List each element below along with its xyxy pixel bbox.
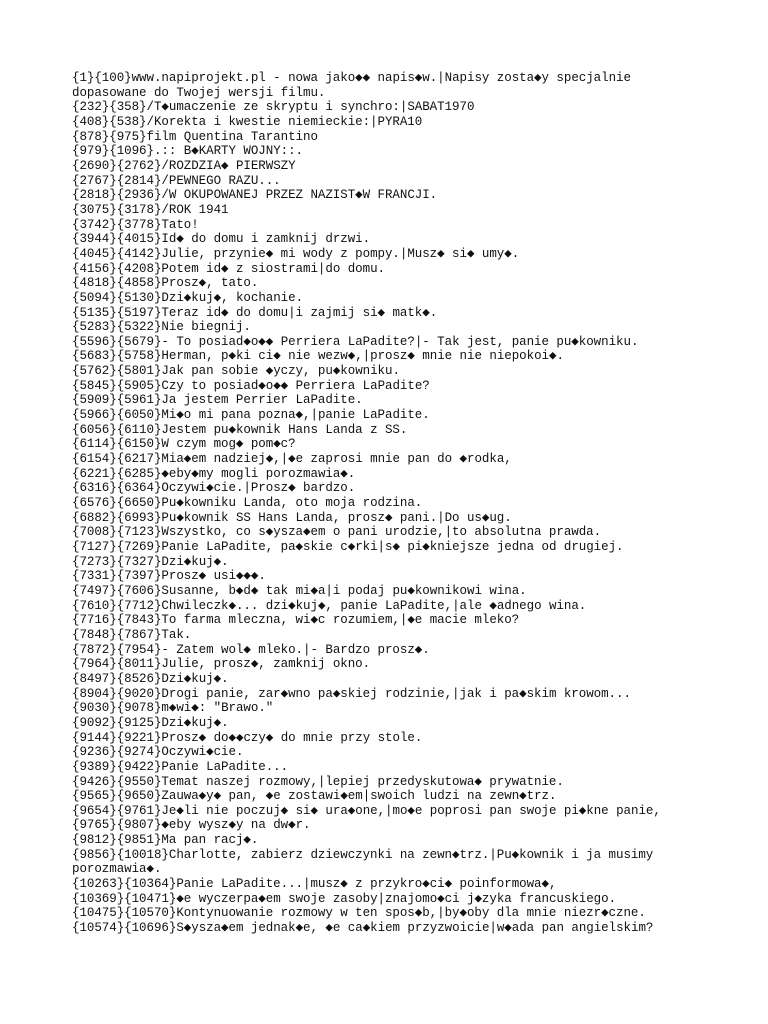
- subtitle-line: {2818}{2936}/W OKUPOWANEJ PRZEZ NAZIST◆W FRANCJI.: [72, 188, 438, 203]
- subtitle-line: {5909}{5961}Ja jestem Perrier LaPadite.: [72, 393, 363, 408]
- subtitle-line: {1}{100}www.napiprojekt.pl - nowa jako◆◆ napis◆w.|Napisy zosta◆y specjalnie: [72, 71, 631, 85]
- subtitle-line: {9565}{9650}Zauwa◆y◆ pan, ◆e zostawi◆em|swoich ludzi na zewn◆trz.: [72, 789, 557, 804]
- subtitle-line: {9030}{9078}m◆wi◆: "Brawo.": [72, 701, 274, 716]
- subtitle-line: {6056}{6110}Jestem pu◆kownik Hans Landa z SS.: [72, 422, 408, 437]
- subtitle-line: {7848}{7867}Tak.: [72, 627, 192, 642]
- subtitle-line: {408}{538}/Korekta i kwestie niemieckie:|PYRA10: [72, 114, 423, 129]
- subtitle-line: {7716}{7843}To farma mleczna, wi◆c rozumiem,|◆e macie mleko?: [72, 613, 520, 628]
- subtitle-line: {7273}{7327}Dzi◆kuj◆.: [72, 554, 229, 569]
- subtitle-line: {5135}{5197}Teraz id◆ do domu|i zajmij si◆ matk◆.: [72, 305, 438, 320]
- subtitle-line: dopasowane do Twojej wersji filmu.: [72, 85, 326, 100]
- subtitle-line: {6221}{6285}◆eby◆my mogli porozmawia◆.: [72, 466, 356, 481]
- subtitle-line: {7497}{7606}Susanne, b◆d◆ tak mi◆a|i podaj pu◆kownikowi wina.: [72, 583, 527, 598]
- subtitle-line: {10369}{10471}◆e wyczerpa◆em swoje zasoby|znajomo◆ci j◆zyka francuskiego.: [72, 891, 617, 906]
- subtitle-line: {7872}{7954}- Zatem wol◆ mleko.|- Bardzo prosz◆.: [72, 642, 430, 657]
- subtitle-line: {8497}{8526}Dzi◆kuj◆.: [72, 671, 229, 686]
- subtitle-line: {8904}{9020}Drogi panie, zar◆wno pa◆skiej rodzinie,|jak i pa◆skim krowom...: [72, 686, 631, 701]
- subtitle-line: {9426}{9550}Temat naszej rozmowy,|lepiej przedyskutowa◆ prywatnie.: [72, 774, 564, 789]
- subtitle-line: {10574}{10696}S◆ysza◆em jednak◆e, ◆e ca◆kiem przyzwoicie|w◆ada pan angielskim?: [72, 921, 654, 936]
- subtitle-line: {4045}{4142}Julie, przynie◆ mi wody z pompy.|Musz◆ si◆ umy◆.: [72, 246, 520, 261]
- subtitle-line: {9144}{9221}Prosz◆ do◆◆czy◆ do mnie przy stole.: [72, 730, 423, 745]
- subtitle-line: {7331}{7397}Prosz◆ usi◆◆◆.: [72, 569, 266, 584]
- subtitle-line: {5845}{5905}Czy to posiad◆o◆◆ Perriera LaPadite?: [72, 378, 430, 393]
- subtitle-line: {7127}{7269}Panie LaPadite, pa◆skie c◆rki|s◆ pi◆kniejsze jedna od drugiej.: [72, 540, 624, 554]
- subtitle-line: {5966}{6050}Mi◆o mi pana pozna◆,|panie LaPadite.: [72, 408, 430, 423]
- subtitle-line: {979}{1096}.:: B◆KARTY WOJNY::.: [72, 144, 304, 159]
- subtitle-line: {5094}{5130}Dzi◆kuj◆, kochanie.: [72, 290, 304, 305]
- subtitle-line: {6114}{6150}W czym mog◆ pom◆c?: [72, 437, 296, 452]
- subtitle-line: {10475}{10570}Kontynuowanie rozmowy w ten spos◆b,|by◆oby dla mnie niezr◆czne.: [72, 906, 646, 921]
- subtitle-line: {9856}{10018}Charlotte, zabierz dziewczynki na zewn◆trz.|Pu◆kownik i ja musimy: [72, 847, 654, 862]
- subtitle-line: {5283}{5322}Nie biegnij.: [72, 320, 251, 335]
- subtitle-line: {7964}{8011}Julie, prosz◆, zamknij okno.: [72, 657, 371, 672]
- subtitle-line: {9092}{9125}Dzi◆kuj◆.: [72, 715, 229, 730]
- subtitle-line: {6154}{6217}Mia◆em nadziej◆,|◆e zaprosi mnie pan do ◆rodka,: [72, 452, 512, 467]
- subtitle-line: porozmawia◆.: [72, 862, 162, 877]
- subtitle-text-document: [72, 71, 762, 936]
- subtitle-line: {3742}{3778}Tato!: [72, 217, 199, 232]
- subtitle-line: {9654}{9761}Je◆li nie poczuj◆ si◆ ura◆one,|mo◆e poprosi pan swoje pi◆kne panie,: [72, 803, 661, 818]
- subtitle-line: {9236}{9274}Oczywi◆cie.: [72, 745, 244, 760]
- subtitle-line: {9765}{9807}◆eby wysz◆y na dw◆r.: [72, 818, 311, 833]
- subtitle-line: {4156}{4208}Potem id◆ z siostrami|do domu.: [72, 261, 385, 276]
- subtitle-line: {10263}{10364}Panie LaPadite...|musz◆ z przykro◆ci◆ poinformowa◆,: [72, 877, 557, 892]
- subtitle-line: {9812}{9851}Ma pan racj◆.: [72, 833, 259, 848]
- subtitle-line: {232}{358}/T◆umaczenie ze skryptu i synchro:|SABAT1970: [72, 100, 475, 115]
- subtitle-line: {878}{975}film Quentina Tarantino: [72, 129, 318, 144]
- subtitle-line: {2690}{2762}/ROZDZIA◆ PIERWSZY: [72, 158, 296, 173]
- subtitle-line: {6576}{6650}Pu◆kowniku Landa, oto moja rodzina.: [72, 496, 423, 511]
- subtitle-line: {5683}{5758}Herman, p◆ki ci◆ nie wezw◆,|prosz◆ mnie nie niepokoi◆.: [72, 349, 564, 364]
- subtitle-line: {4818}{4858}Prosz◆, tato.: [72, 276, 259, 291]
- subtitle-line: {7610}{7712}Chwileczk◆... dzi◆kuj◆, panie LaPadite,|ale ◆adnego wina.: [72, 598, 587, 613]
- subtitle-line: {5596}{5679}- To posiad◆o◆◆ Perriera LaPadite?|- Tak jest, panie pu◆kowniku.: [72, 334, 639, 349]
- subtitle-line: {3075}{3178}/ROK 1941: [72, 202, 229, 217]
- subtitle-line: {6882}{6993}Pu◆kownik SS Hans Landa, prosz◆ pani.|Do us◆ug.: [72, 510, 512, 525]
- subtitle-line: {7008}{7123}Wszystko, co s◆ysza◆em o pani urodzie,|to absolutna prawda.: [72, 525, 602, 540]
- subtitle-line: {5762}{5801}Jak pan sobie ◆yczy, pu◆kowniku.: [72, 364, 400, 379]
- subtitle-line: {3944}{4015}Id◆ do domu i zamknij drzwi.: [72, 232, 371, 247]
- subtitle-line: {6316}{6364}Oczywi◆cie.|Prosz◆ bardzo.: [72, 481, 356, 496]
- subtitle-line: {2767}{2814}/PEWNEGO RAZU...: [72, 173, 281, 188]
- subtitle-line: {9389}{9422}Panie LaPadite...: [72, 759, 289, 774]
